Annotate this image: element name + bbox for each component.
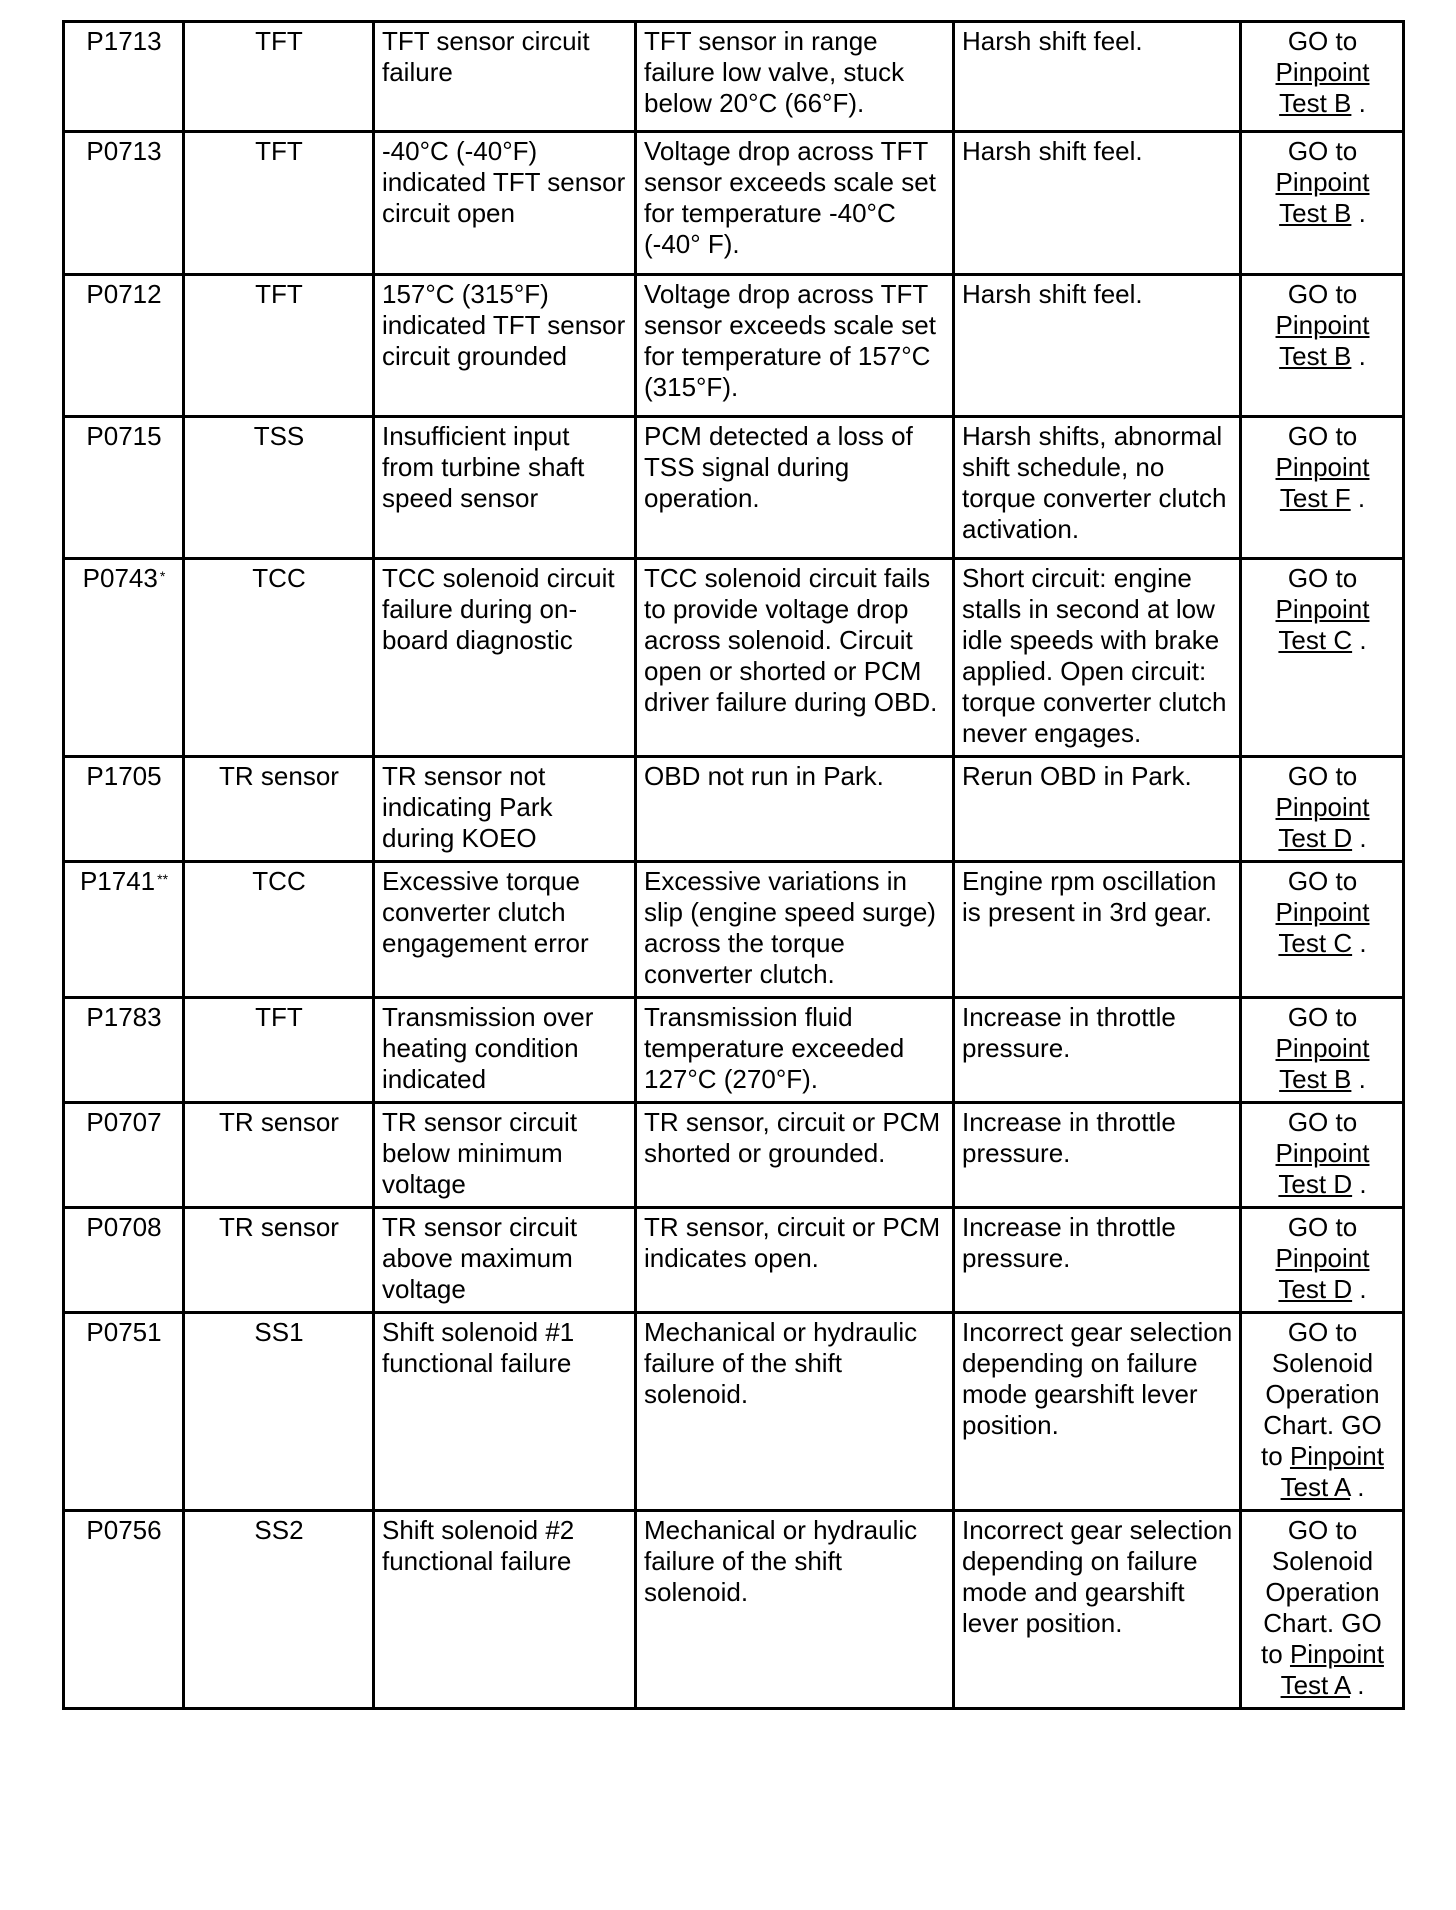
dtc-code: P0751 [86, 1317, 162, 1347]
condition-cell: PCM detected a loss of TSS signal during operation. [636, 417, 954, 559]
dtc-code: P1783 [86, 1002, 162, 1032]
action-text: GO to Solenoid Operation Chart. GO to [1261, 1515, 1382, 1669]
action-period: . [1357, 483, 1366, 513]
action-cell [1241, 132, 1404, 275]
action-cell [1241, 275, 1404, 417]
condition-cell: Mechanical or hydraulic failure of the shift solenoid. [636, 1511, 954, 1709]
action-period: . [1357, 1472, 1365, 1502]
dtc-code: P0712 [86, 279, 162, 309]
action-period: . [1359, 1169, 1367, 1199]
diagnostic-trouble-code-table [62, 20, 1405, 1710]
description-cell: TR sensor circuit below minimum voltage [374, 1103, 636, 1208]
pinpoint-test-link[interactable]: Pinpoint Test B [1275, 57, 1370, 118]
action-period: . [1359, 928, 1367, 958]
component-cell: TFT [184, 275, 374, 417]
pinpoint-test-link[interactable]: Pinpoint Test C [1275, 897, 1370, 958]
action-period: . [1359, 625, 1367, 655]
description-cell: TR sensor not indicating Park during KOEO [374, 757, 636, 862]
condition-cell: Excessive variations in slip (engine speed surge) across the torque converter clutch. [636, 862, 954, 998]
action-text: GO to [1287, 563, 1358, 593]
dtc-code-cell [64, 22, 184, 132]
component-cell: TR sensor [184, 1103, 374, 1208]
symptom-cell: Harsh shifts, abnormal shift schedule, no torque converter clutch activation. [954, 417, 1241, 559]
dtc-code: P0715 [86, 421, 162, 451]
action-cell [1241, 1208, 1404, 1313]
pinpoint-test-link[interactable]: Pinpoint Test B [1275, 310, 1370, 371]
condition-cell: TR sensor, circuit or PCM shorted or grounded. [636, 1103, 954, 1208]
footnote-marker: * [159, 568, 166, 584]
action-text: GO to [1287, 1212, 1358, 1242]
symptom-cell: Engine rpm oscillation is present in 3rd gear. [954, 862, 1241, 998]
component-cell: TR sensor [184, 757, 374, 862]
action-period: . [1358, 1064, 1366, 1094]
table-row [64, 862, 1404, 998]
condition-cell: TR sensor, circuit or PCM indicates open. [636, 1208, 954, 1313]
dtc-code: P0713 [86, 136, 162, 166]
dtc-code-cell [64, 862, 184, 998]
condition-cell: Voltage drop across TFT sensor exceeds scale set for temperature of 157°C (315°F). [636, 275, 954, 417]
pinpoint-test-link[interactable]: Pinpoint Test D [1275, 792, 1370, 853]
dtc-code: P0707 [86, 1107, 162, 1137]
table-row [64, 275, 1404, 417]
action-period: . [1359, 1274, 1367, 1304]
pinpoint-test-link[interactable]: Pinpoint Test C [1275, 594, 1370, 655]
dtc-code-cell [64, 1208, 184, 1313]
symptom-cell: Increase in throttle pressure. [954, 1103, 1241, 1208]
description-cell: TR sensor circuit above maximum voltage [374, 1208, 636, 1313]
action-cell [1241, 998, 1404, 1103]
table-row [64, 1511, 1404, 1709]
table-row [64, 1313, 1404, 1511]
description-cell: Shift solenoid #2 functional failure [374, 1511, 636, 1709]
table-body [64, 22, 1404, 1709]
table-row [64, 998, 1404, 1103]
dtc-code-cell [64, 132, 184, 275]
component-cell: SS1 [184, 1313, 374, 1511]
table-row [64, 1103, 1404, 1208]
symptom-cell: Short circuit: engine stalls in second at low idle speeds with brake applied. Open circuit: torque converter clutch never engages. [954, 559, 1241, 757]
dtc-code-cell [64, 1511, 184, 1709]
description-cell: TCC solenoid circuit failure during on-board diagnostic [374, 559, 636, 757]
action-cell [1241, 1313, 1404, 1511]
action-cell [1241, 1103, 1404, 1208]
action-text: GO to [1287, 279, 1358, 309]
action-period: . [1359, 823, 1367, 853]
dtc-code: P0708 [86, 1212, 162, 1242]
symptom-cell: Increase in throttle pressure. [954, 1208, 1241, 1313]
symptom-cell: Harsh shift feel. [954, 275, 1241, 417]
action-text: GO to [1287, 421, 1358, 451]
dtc-code-cell [64, 757, 184, 862]
dtc-code-cell [64, 1313, 184, 1511]
action-text: GO to Solenoid Operation Chart. GO to [1261, 1317, 1382, 1471]
pinpoint-test-link[interactable]: Pinpoint Test B [1275, 1033, 1370, 1094]
pinpoint-test-link[interactable]: Pinpoint Test B [1275, 167, 1370, 228]
action-text: GO to [1287, 761, 1358, 791]
dtc-code: P1705 [86, 761, 162, 791]
component-cell: TSS [184, 417, 374, 559]
action-text: GO to [1287, 1107, 1358, 1137]
dtc-code-cell [64, 275, 184, 417]
symptom-cell: Harsh shift feel. [954, 22, 1241, 132]
action-cell [1241, 559, 1404, 757]
symptom-cell: Increase in throttle pressure. [954, 998, 1241, 1103]
dtc-code-cell [64, 417, 184, 559]
description-cell: Excessive torque converter clutch engagement error [374, 862, 636, 998]
pinpoint-test-link[interactable]: Pinpoint Test D [1275, 1243, 1370, 1304]
dtc-code: P0756 [86, 1515, 162, 1545]
action-cell [1241, 862, 1404, 998]
condition-cell: TCC solenoid circuit fails to provide voltage drop across solenoid. Circuit open or shorted or PCM driver failure during OBD. [636, 559, 954, 757]
component-cell: TFT [184, 132, 374, 275]
component-cell: TFT [184, 998, 374, 1103]
table-row [64, 1208, 1404, 1313]
action-cell [1241, 417, 1404, 559]
action-text: GO to [1287, 136, 1358, 166]
pinpoint-test-link[interactable]: Pinpoint Test D [1275, 1138, 1370, 1199]
condition-cell: Transmission fluid temperature exceeded 127°C (270°F). [636, 998, 954, 1103]
dtc-code: P1741 [79, 866, 156, 896]
pinpoint-test-link[interactable]: Pinpoint Test F [1275, 452, 1370, 513]
table-row [64, 417, 1404, 559]
component-cell: TCC [184, 862, 374, 998]
condition-cell: Mechanical or hydraulic failure of the shift solenoid. [636, 1313, 954, 1511]
action-text: GO to [1287, 1002, 1358, 1032]
component-cell: TFT [184, 22, 374, 132]
symptom-cell: Incorrect gear selection depending on failure mode and gearshift lever position. [954, 1511, 1241, 1709]
action-period: . [1357, 1670, 1365, 1700]
action-period: . [1358, 88, 1366, 118]
symptom-cell: Rerun OBD in Park. [954, 757, 1241, 862]
symptom-cell: Incorrect gear selection depending on failure mode gearshift lever position. [954, 1313, 1241, 1511]
description-cell: Shift solenoid #1 functional failure [374, 1313, 636, 1511]
action-text: GO to [1287, 866, 1358, 896]
action-cell [1241, 757, 1404, 862]
symptom-cell: Harsh shift feel. [954, 132, 1241, 275]
component-cell: SS2 [184, 1511, 374, 1709]
table-row [64, 22, 1404, 132]
dtc-code: P0743 [82, 563, 158, 593]
description-cell: 157°C (315°F) indicated TFT sensor circuit grounded [374, 275, 636, 417]
dtc-code-cell [64, 998, 184, 1103]
description-cell: TFT sensor circuit failure [374, 22, 636, 132]
description-cell: Insufficient input from turbine shaft speed sensor [374, 417, 636, 559]
component-cell: TCC [184, 559, 374, 757]
condition-cell: OBD not run in Park. [636, 757, 954, 862]
action-period: . [1358, 341, 1366, 371]
dtc-code: P1713 [86, 26, 162, 56]
pinpoint-test-link[interactable]: Pinpoint Test A [1280, 1441, 1384, 1502]
table-row [64, 559, 1404, 757]
condition-cell: TFT sensor in range failure low valve, stuck below 20°C (66°F). [636, 22, 954, 132]
dtc-code-cell [64, 1103, 184, 1208]
footnote-marker: ** [157, 871, 169, 887]
action-text: GO to [1287, 26, 1358, 56]
action-period: . [1358, 198, 1366, 228]
action-cell [1241, 1511, 1404, 1709]
action-cell [1241, 22, 1404, 132]
description-cell: Transmission over heating condition indicated [374, 998, 636, 1103]
description-cell: -40°C (-40°F) indicated TFT sensor circuit open [374, 132, 636, 275]
condition-cell: Voltage drop across TFT sensor exceeds scale set for temperature -40°C (-40° F). [636, 132, 954, 275]
component-cell: TR sensor [184, 1208, 374, 1313]
table-row [64, 132, 1404, 275]
dtc-code-cell [64, 559, 184, 757]
pinpoint-test-link[interactable]: Pinpoint Test A [1280, 1639, 1384, 1700]
table-row [64, 757, 1404, 862]
